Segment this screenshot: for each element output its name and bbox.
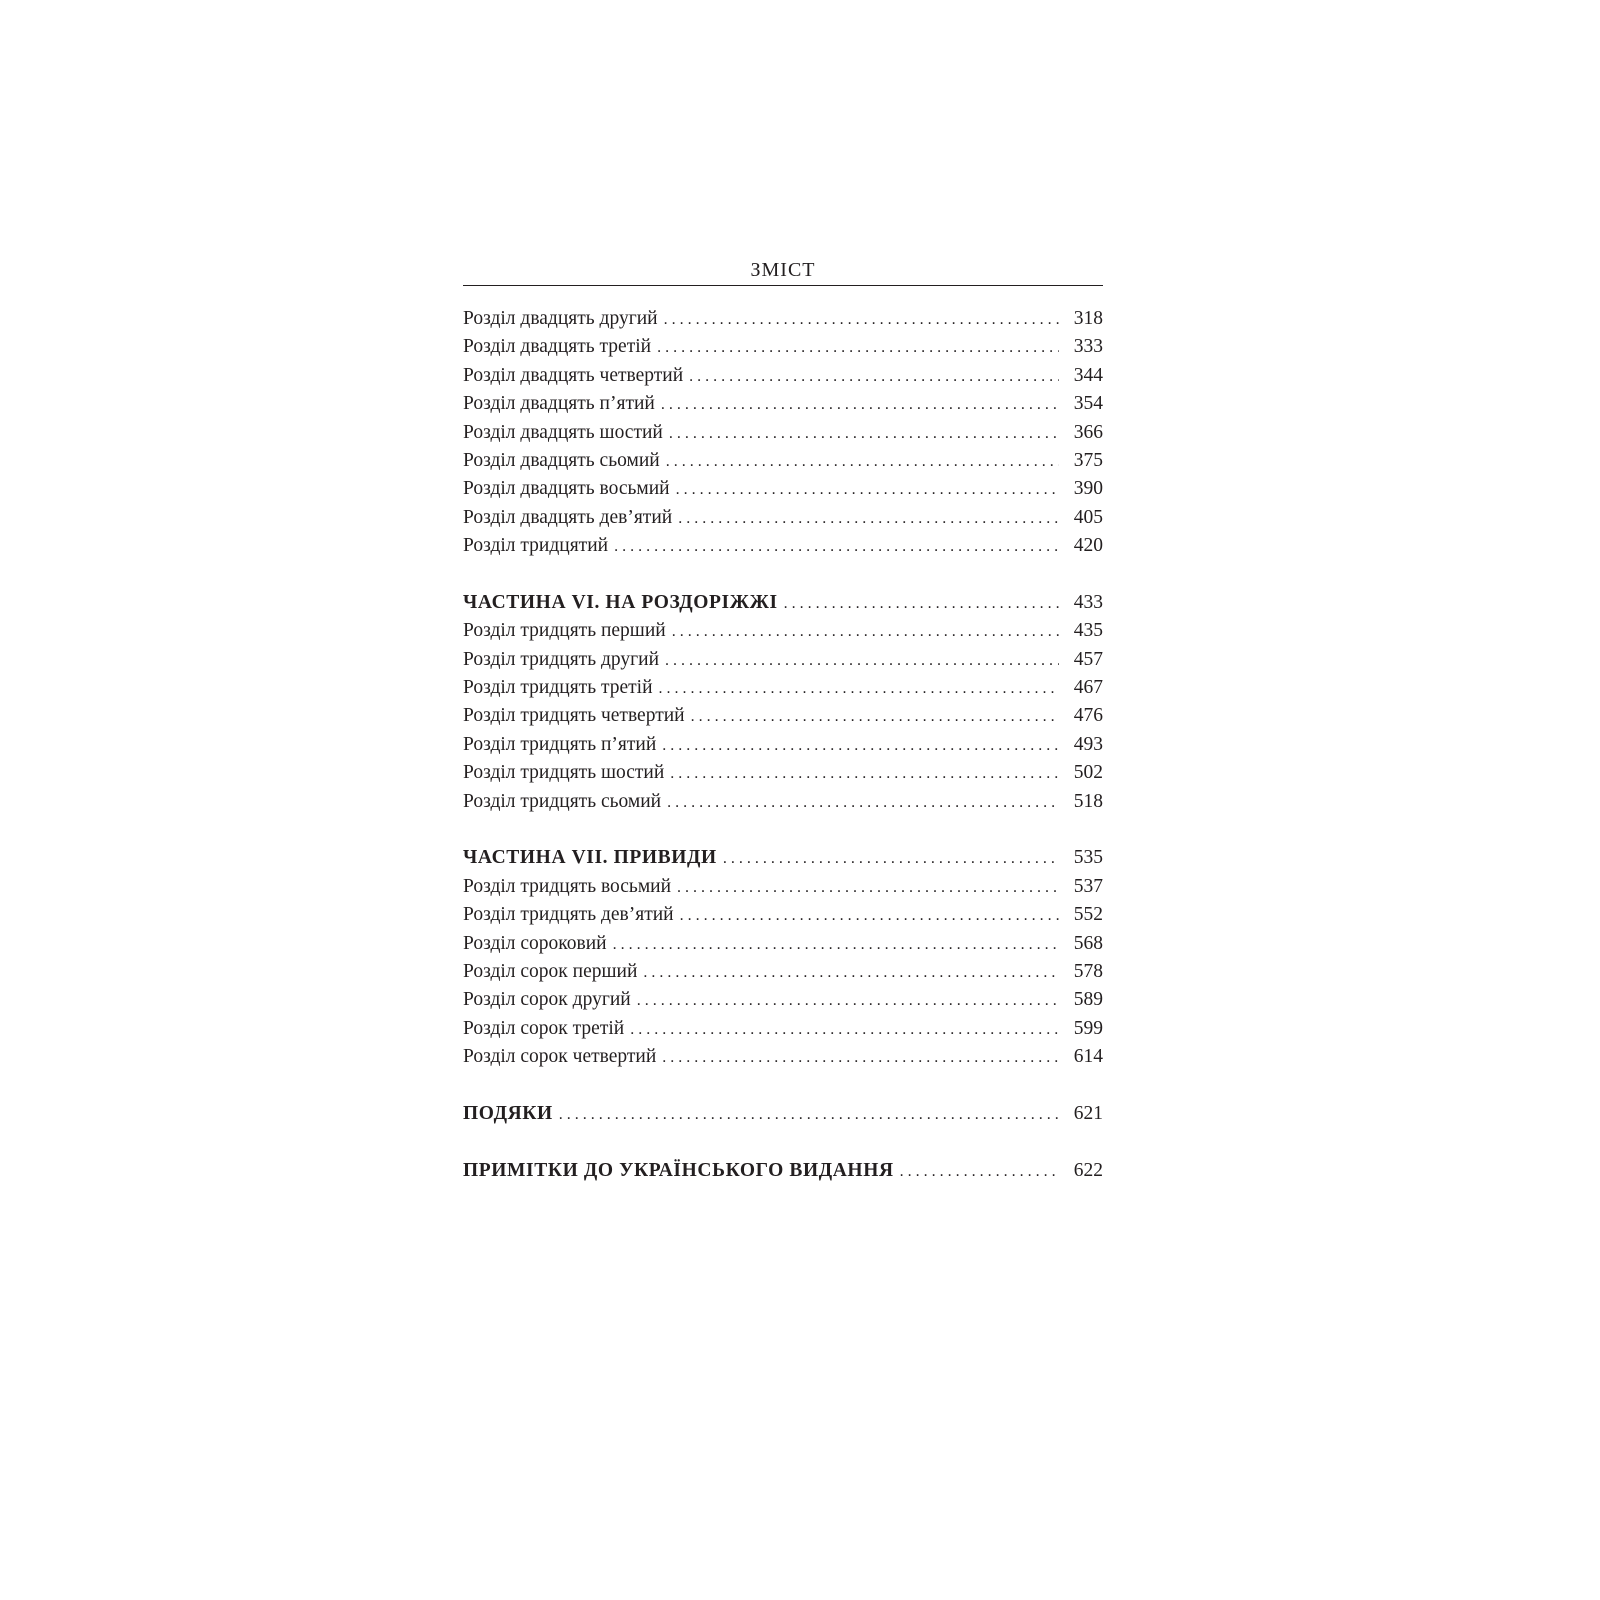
toc-entry: [463, 788, 1103, 816]
toc-entry-page: 333: [1073, 336, 1103, 358]
dot-leader: [784, 590, 1059, 618]
section-gap: [463, 561, 1103, 589]
toc-entry-title: Розділ двадцять другий: [463, 308, 658, 329]
toc-entry-page: 420: [1073, 535, 1103, 557]
page-title: ЗМІСТ: [750, 259, 816, 281]
toc-entry-title: Розділ тридцять перший: [463, 620, 666, 642]
toc-part-heading: [463, 589, 1103, 617]
dot-leader: [630, 1016, 1059, 1044]
toc-entry-title: Розділ тридцять сьомий: [463, 790, 662, 812]
toc-entry-title: Розділ сороковий: [463, 932, 607, 954]
dot-leader: [669, 420, 1059, 448]
toc-part-title: ПРИМІТКИ ДО УКРАЇНСЬКОГО ВИДАННЯ: [463, 1159, 894, 1181]
header-rule: [463, 285, 1103, 286]
toc-entry-page: 589: [1073, 989, 1103, 1011]
toc-entry-title: Розділ двадцять дев’ятий: [463, 506, 673, 528]
dot-leader: [664, 306, 1059, 334]
toc-part-page: 622: [1073, 1159, 1103, 1181]
toc-entry: [463, 646, 1103, 674]
toc-entry-page: 502: [1073, 762, 1103, 784]
toc-entry: [463, 901, 1103, 929]
toc-entry-page: 457: [1073, 648, 1103, 670]
dot-leader: [689, 363, 1059, 391]
dot-leader: [900, 1158, 1059, 1186]
toc-part-heading: [463, 844, 1103, 872]
section-gap: [463, 1072, 1103, 1100]
dot-leader: [614, 533, 1059, 561]
toc-entry-title: Розділ сорок четвертий: [463, 1046, 657, 1068]
toc-part-page: 535: [1073, 847, 1103, 869]
toc-entry-page: 493: [1073, 733, 1103, 755]
dot-leader: [691, 703, 1059, 731]
dot-leader: [678, 505, 1059, 533]
toc-entry: [463, 475, 1103, 503]
toc-entry: [463, 986, 1103, 1014]
toc-entry-title: Розділ двадцять третій: [463, 336, 652, 358]
toc-entry-title: Розділ тридцять дев’ятий: [463, 904, 674, 926]
dot-leader: [659, 675, 1059, 703]
dot-leader: [657, 334, 1059, 362]
dot-leader: [613, 931, 1059, 959]
dot-leader: [666, 448, 1059, 476]
toc-entry: [463, 958, 1103, 986]
toc-entry-page: 518: [1073, 790, 1103, 812]
toc-part-title: ПОДЯКИ: [463, 1102, 553, 1124]
toc-entry: [463, 731, 1103, 759]
toc-entry-title: Розділ сорок другий: [463, 989, 631, 1011]
toc-entry-title: Розділ сорок перший: [463, 960, 638, 982]
toc-entry: [463, 305, 1103, 333]
toc-entry: [463, 333, 1103, 361]
table-of-contents: [463, 255, 1103, 1185]
toc-entry: [463, 674, 1103, 702]
dot-leader: [667, 789, 1059, 817]
dot-leader: [676, 476, 1059, 504]
toc-entry-page: 318: [1073, 308, 1103, 329]
toc-part-page: 433: [1073, 591, 1103, 613]
toc-entry: [463, 873, 1103, 901]
toc-list: [463, 305, 1103, 1185]
toc-entry-page: 578: [1073, 960, 1103, 982]
dot-leader: [662, 732, 1059, 760]
toc-entry: [463, 930, 1103, 958]
dot-leader: [680, 902, 1059, 930]
toc-entry: [463, 362, 1103, 390]
section-gap: [463, 1128, 1103, 1156]
toc-entry-page: 390: [1073, 478, 1103, 500]
toc-entry-page: 476: [1073, 705, 1103, 727]
toc-entry-page: 354: [1073, 393, 1103, 415]
toc-entry: [463, 447, 1103, 475]
toc-entry-page: 344: [1073, 364, 1103, 386]
toc-part-page: 621: [1073, 1102, 1103, 1124]
toc-entry: [463, 617, 1103, 645]
toc-entry: [463, 702, 1103, 730]
dot-leader: [661, 391, 1059, 419]
toc-entry-title: Розділ тридцять п’ятий: [463, 733, 657, 755]
toc-entry: [463, 1043, 1103, 1071]
toc-entry: [463, 504, 1103, 532]
toc-entry-page: 435: [1073, 620, 1103, 642]
toc-entry-title: Розділ тридцять шостий: [463, 762, 665, 784]
dot-leader: [665, 647, 1059, 675]
toc-entry-page: 614: [1073, 1046, 1103, 1068]
toc-part-title: ЧАСТИНА VI. НА РОЗДОРІЖЖІ: [463, 591, 778, 613]
dot-leader: [677, 874, 1059, 902]
dot-leader: [723, 845, 1059, 873]
toc-entry: [463, 1015, 1103, 1043]
toc-entry-title: Розділ сорок третій: [463, 1017, 625, 1039]
toc-entry-title: Розділ двадцять п’ятий: [463, 393, 655, 415]
toc-part-title: ЧАСТИНА VII. ПРИВИДИ: [463, 847, 717, 869]
dot-leader: [662, 1044, 1059, 1072]
dot-leader: [672, 618, 1059, 646]
toc-entry-page: 375: [1073, 449, 1103, 471]
toc-entry-title: Розділ двадцять восьмий: [463, 478, 670, 500]
toc-entry-title: Розділ двадцять шостий: [463, 421, 663, 443]
toc-entry-page: 366: [1073, 421, 1103, 443]
toc-acknowledgements-heading: [463, 1100, 1103, 1128]
toc-entry-title: Розділ тридцять другий: [463, 648, 659, 670]
toc-entry: [463, 390, 1103, 418]
toc-entry-page: 537: [1073, 875, 1103, 897]
dot-leader: [559, 1101, 1059, 1129]
toc-entry-title: Розділ тридцятий: [463, 535, 609, 557]
dot-leader: [670, 760, 1059, 788]
toc-entry: [463, 532, 1103, 560]
toc-entry-title: Розділ двадцять сьомий: [463, 449, 660, 471]
toc-entry: [463, 759, 1103, 787]
section-gap: [463, 816, 1103, 844]
toc-notes-heading: [463, 1157, 1103, 1185]
dot-leader: [637, 987, 1059, 1015]
toc-entry-title: Розділ тридцять третій: [463, 677, 653, 699]
toc-entry-page: 552: [1073, 904, 1103, 926]
toc-entry: [463, 419, 1103, 447]
toc-entry-page: 568: [1073, 932, 1103, 954]
toc-entry-page: 467: [1073, 677, 1103, 699]
toc-entry-title: Розділ тридцять восьмий: [463, 875, 672, 897]
toc-entry-title: Розділ тридцять четвертий: [463, 705, 685, 727]
dot-leader: [643, 959, 1059, 987]
toc-entry-title: Розділ двадцять четвертий: [463, 364, 684, 386]
toc-entry-page: 599: [1073, 1017, 1103, 1039]
toc-entry-page: 405: [1073, 506, 1103, 528]
